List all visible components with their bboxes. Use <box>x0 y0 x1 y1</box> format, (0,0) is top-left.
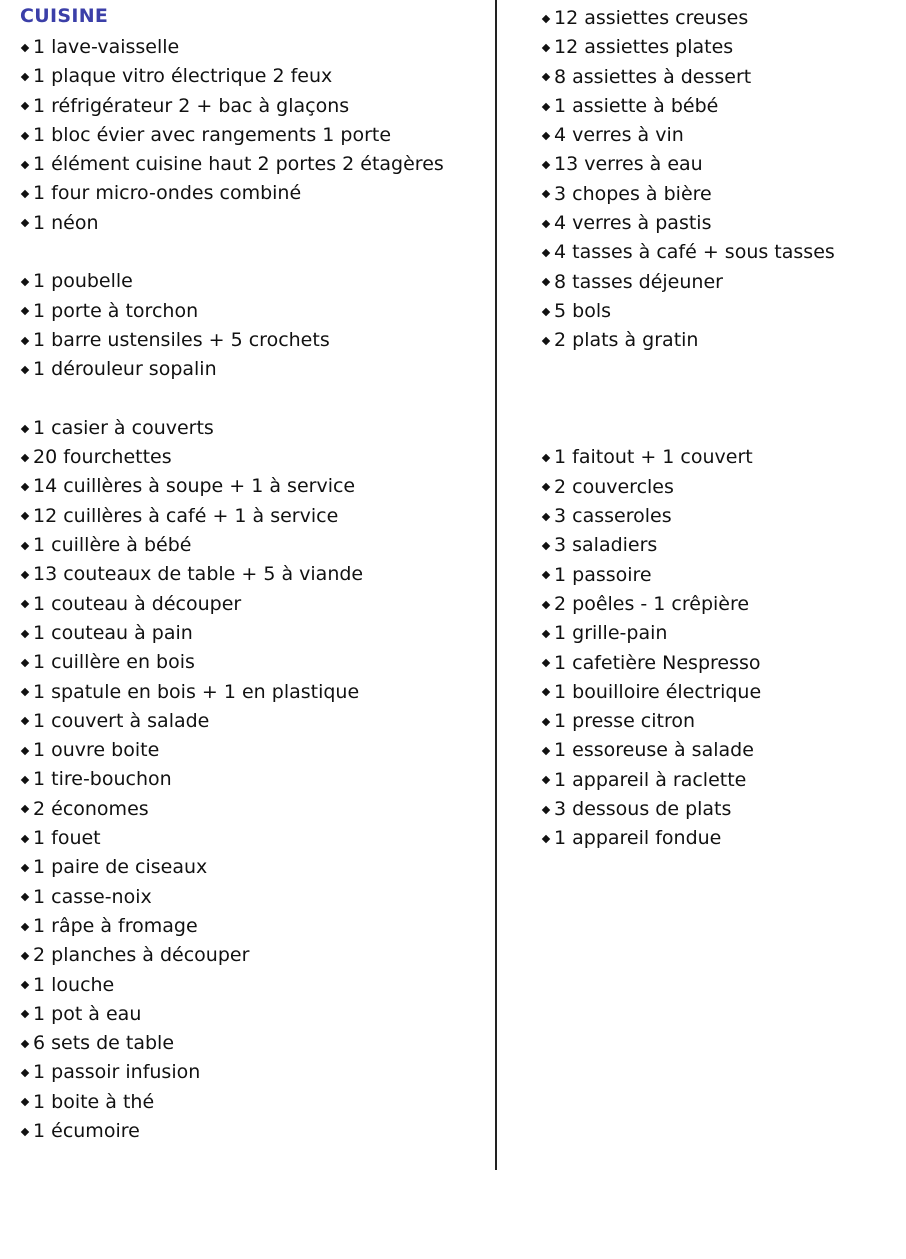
item-label: 1 pot à eau <box>33 1002 142 1025</box>
bullet-icon <box>542 483 550 491</box>
item-label: 1 appareil à raclette <box>554 768 747 791</box>
item-label: 1 couteau à pain <box>33 621 193 644</box>
bullet-icon <box>21 600 29 608</box>
right-inventory-list <box>541 4 891 854</box>
item-label: 1 couteau à découper <box>33 592 242 615</box>
item-label: 6 sets de table <box>33 1032 175 1055</box>
item-label: 1 boite à thé <box>33 1090 155 1113</box>
list-item <box>541 268 891 297</box>
list-item <box>541 209 891 238</box>
left-inventory-list <box>20 33 490 1146</box>
bullet-icon <box>542 600 550 608</box>
list-item <box>541 326 891 355</box>
item-label: 1 louche <box>33 973 115 996</box>
bullet-icon <box>542 659 550 667</box>
item-label: 1 couvert à salade <box>33 709 210 732</box>
list-item <box>541 590 891 619</box>
item-label: 1 cuillère à bébé <box>33 534 192 557</box>
bullet-icon <box>542 688 550 696</box>
bullet-icon <box>542 747 550 755</box>
list-item <box>20 33 490 62</box>
bullet-icon <box>21 131 29 139</box>
bullet-icon <box>542 219 550 227</box>
item-label: 1 néon <box>33 211 99 234</box>
list-item <box>541 736 891 765</box>
list-item <box>20 92 490 121</box>
list-item <box>20 736 490 765</box>
list-item <box>541 33 891 62</box>
list-item <box>20 619 490 648</box>
item-label: 1 élément cuisine haut 2 portes 2 étagères <box>33 153 444 176</box>
list-item <box>541 824 891 853</box>
list-item <box>541 92 891 121</box>
item-label: 1 plaque vitro électrique 2 feux <box>33 65 333 88</box>
bullet-icon <box>542 512 550 520</box>
bullet-icon <box>542 454 550 462</box>
item-label: 1 barre ustensiles + 5 crochets <box>33 328 330 351</box>
list-item <box>20 443 490 472</box>
item-label: 1 casier à couverts <box>33 416 214 439</box>
bullet-icon <box>542 571 550 579</box>
bullet-icon <box>21 424 29 432</box>
list-item <box>541 443 891 472</box>
bullet-icon <box>542 249 550 257</box>
item-label: 1 écumoire <box>33 1119 140 1142</box>
item-label: 1 cafetière Nespresso <box>554 651 761 674</box>
bullet-icon <box>21 1127 29 1135</box>
bullet-icon <box>542 630 550 638</box>
item-label: 2 poêles - 1 crêpière <box>554 592 750 615</box>
list-spacer <box>541 414 891 443</box>
bullet-icon <box>542 73 550 81</box>
item-label: 13 verres à eau <box>554 153 703 176</box>
list-item <box>20 590 490 619</box>
list-item <box>20 1117 490 1146</box>
bullet-icon <box>21 43 29 51</box>
bullet-icon <box>21 336 29 344</box>
item-label: 1 casse-noix <box>33 885 152 908</box>
list-item <box>20 883 490 912</box>
item-label: 1 ouvre boite <box>33 739 160 762</box>
item-label: 4 verres à vin <box>554 124 684 147</box>
bullet-icon <box>542 132 550 140</box>
item-label: 1 porte à torchon <box>33 299 199 322</box>
section-title: CUISINE <box>20 5 109 27</box>
item-label: 1 cuillère en bois <box>33 651 195 674</box>
bullet-icon <box>542 542 550 550</box>
bullet-icon <box>542 44 550 52</box>
list-item <box>541 531 891 560</box>
bullet-icon <box>21 366 29 374</box>
list-spacer <box>541 356 891 385</box>
list-item <box>20 560 490 589</box>
item-label: 3 dessous de plats <box>554 798 732 821</box>
list-item <box>20 824 490 853</box>
list-item <box>20 941 490 970</box>
bullet-icon <box>21 190 29 198</box>
bullet-icon <box>542 190 550 198</box>
list-item <box>20 678 490 707</box>
column-divider <box>495 0 497 1170</box>
bullet-icon <box>21 307 29 315</box>
item-label: 1 appareil fondue <box>554 827 722 850</box>
list-item <box>20 648 490 677</box>
item-label: 1 presse citron <box>554 710 696 733</box>
list-item <box>541 649 891 678</box>
list-item <box>20 707 490 736</box>
item-label: 1 paire de ciseaux <box>33 856 208 879</box>
bullet-icon <box>21 688 29 696</box>
item-label: 8 tasses déjeuner <box>554 270 723 293</box>
list-item <box>20 1000 490 1029</box>
item-label: 1 poubelle <box>33 270 133 293</box>
list-item <box>20 209 490 238</box>
item-label: 1 bouilloire électrique <box>554 680 762 703</box>
item-label: 3 casseroles <box>554 505 672 528</box>
item-label: 1 four micro-ondes combiné <box>33 182 302 205</box>
item-label: 12 assiettes creuses <box>554 7 749 29</box>
bullet-icon <box>542 337 550 345</box>
list-item <box>541 4 891 33</box>
list-item <box>20 765 490 794</box>
list-item <box>20 179 490 208</box>
item-label: 1 passoire <box>554 563 652 586</box>
bullet-icon <box>21 922 29 930</box>
bullet-icon <box>21 454 29 462</box>
item-label: 3 saladiers <box>554 534 658 557</box>
bullet-icon <box>21 1010 29 1018</box>
item-label: 14 cuillères à soupe + 1 à service <box>33 475 356 498</box>
bullet-icon <box>21 981 29 989</box>
bullet-icon <box>21 747 29 755</box>
bullet-icon <box>21 512 29 520</box>
list-item <box>20 62 490 91</box>
bullet-icon <box>21 102 29 110</box>
list-item <box>541 619 891 648</box>
list-item <box>20 297 490 326</box>
bullet-icon <box>21 219 29 227</box>
bullet-icon <box>21 952 29 960</box>
list-item <box>20 414 490 443</box>
item-label: 1 spatule en bois + 1 en plastique <box>33 680 360 703</box>
list-item <box>20 795 490 824</box>
bullet-icon <box>21 717 29 725</box>
list-spacer <box>541 385 891 414</box>
list-item <box>20 531 490 560</box>
list-item <box>541 238 891 267</box>
list-item <box>20 267 490 296</box>
item-label: 20 fourchettes <box>33 446 172 469</box>
list-item <box>20 150 490 179</box>
list-item <box>541 297 891 326</box>
list-item <box>541 707 891 736</box>
list-item <box>541 121 891 150</box>
item-label: 1 lave-vaisselle <box>33 36 180 58</box>
list-item <box>20 121 490 150</box>
list-item <box>541 561 891 590</box>
list-item <box>20 912 490 941</box>
item-label: 3 chopes à bière <box>554 182 712 205</box>
bullet-icon <box>542 161 550 169</box>
list-spacer <box>20 385 490 414</box>
item-label: 2 couvercles <box>554 475 674 498</box>
bullet-icon <box>21 483 29 491</box>
list-item <box>20 1029 490 1058</box>
list-item <box>20 1058 490 1087</box>
bullet-icon <box>21 864 29 872</box>
bullet-icon <box>21 278 29 286</box>
bullet-icon <box>21 571 29 579</box>
item-label: 5 bols <box>554 299 611 322</box>
bullet-icon <box>21 805 29 813</box>
bullet-icon <box>542 102 550 110</box>
bullet-icon <box>21 1039 29 1047</box>
list-item <box>541 766 891 795</box>
list-item <box>20 853 490 882</box>
list-item <box>20 502 490 531</box>
bullet-icon <box>21 629 29 637</box>
list-item <box>541 502 891 531</box>
item-label: 1 assiette à bébé <box>554 94 719 117</box>
list-item <box>541 150 891 179</box>
bullet-icon <box>21 1069 29 1077</box>
bullet-icon <box>542 307 550 315</box>
list-item <box>20 472 490 501</box>
bullet-icon <box>21 893 29 901</box>
item-label: 1 passoir infusion <box>33 1061 201 1084</box>
list-item <box>541 180 891 209</box>
list-spacer <box>20 238 490 267</box>
item-label: 1 râpe à fromage <box>33 914 198 937</box>
item-label: 8 assiettes à dessert <box>554 65 752 88</box>
bullet-icon <box>542 776 550 784</box>
bullet-icon <box>21 659 29 667</box>
bullet-icon <box>21 73 29 81</box>
item-label: 13 couteaux de table + 5 à viande <box>33 563 364 586</box>
item-label: 2 plats à gratin <box>554 329 699 352</box>
item-label: 1 bloc évier avec rangements 1 porte <box>33 123 392 146</box>
bullet-icon <box>542 278 550 286</box>
bullet-icon <box>21 834 29 842</box>
item-label: 2 économes <box>33 797 149 820</box>
item-label: 2 planches à découper <box>33 944 250 967</box>
list-item <box>20 1088 490 1117</box>
item-label: 12 cuillères à café + 1 à service <box>33 504 339 527</box>
item-label: 1 dérouleur sopalin <box>33 358 217 381</box>
bullet-icon <box>542 718 550 726</box>
item-label: 4 tasses à café + sous tasses <box>554 241 835 264</box>
item-label: 1 fouet <box>33 827 101 850</box>
list-item <box>541 795 891 824</box>
item-label: 1 faitout + 1 couvert <box>554 446 753 469</box>
list-item <box>20 326 490 355</box>
item-label: 1 tire-bouchon <box>33 768 172 791</box>
list-item <box>541 473 891 502</box>
bullet-icon <box>21 1098 29 1106</box>
item-label: 12 assiettes plates <box>554 36 734 59</box>
bullet-icon <box>542 805 550 813</box>
list-item <box>20 355 490 384</box>
item-label: 1 essoreuse à salade <box>554 739 754 762</box>
bullet-icon <box>21 776 29 784</box>
item-label: 1 grille-pain <box>554 622 668 645</box>
bullet-icon <box>21 541 29 549</box>
item-label: 1 réfrigérateur 2 + bac à glaçons <box>33 94 350 117</box>
list-item <box>20 971 490 1000</box>
bullet-icon <box>542 14 550 22</box>
list-item <box>541 678 891 707</box>
item-label: 4 verres à pastis <box>554 212 712 235</box>
bullet-icon <box>542 835 550 843</box>
list-item <box>541 63 891 92</box>
bullet-icon <box>21 161 29 169</box>
